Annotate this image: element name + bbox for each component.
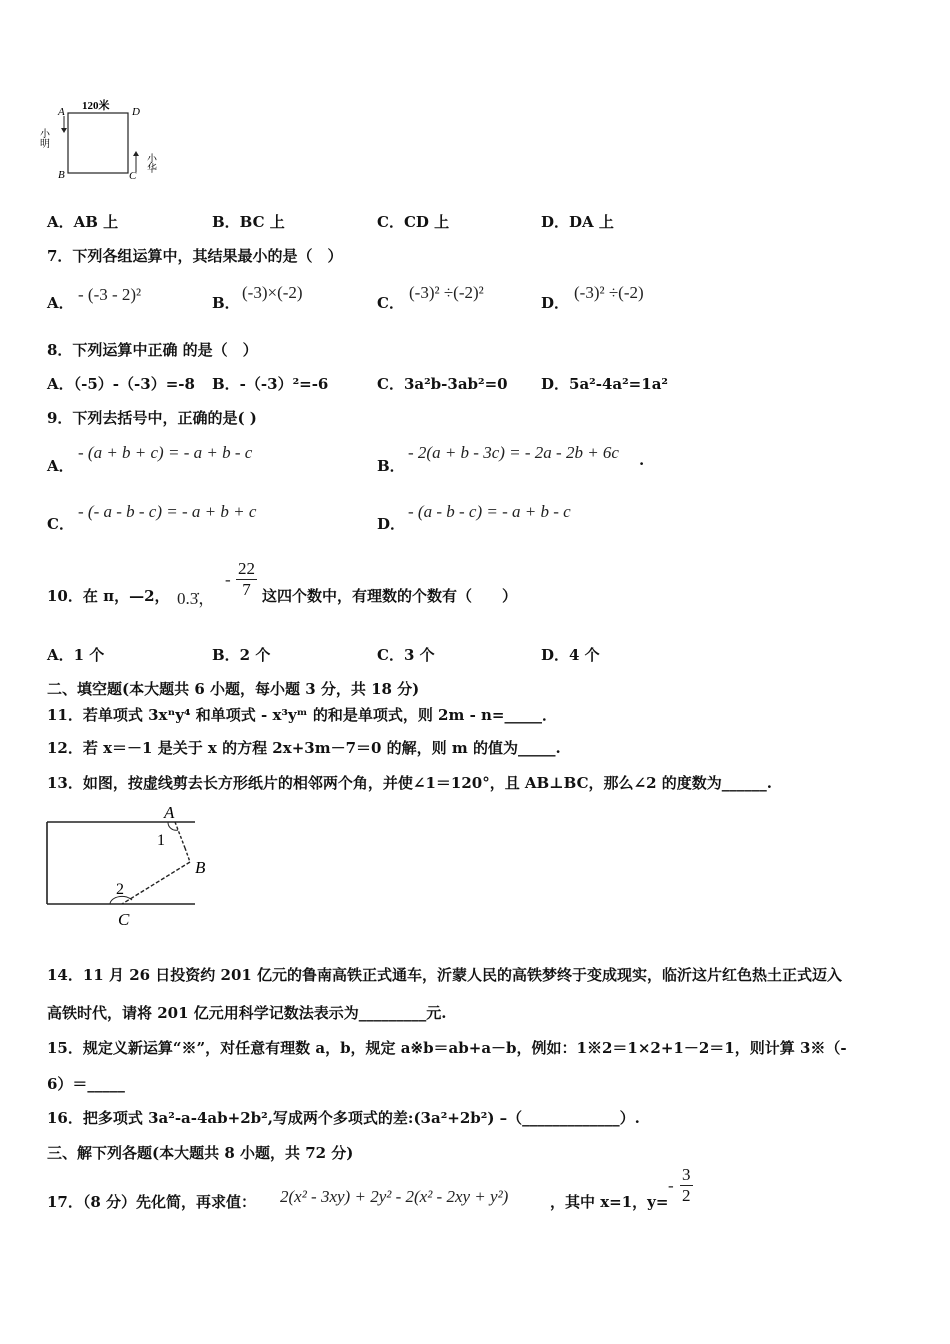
q10-fraction-numerator: 22 (238, 559, 255, 578)
q9-option-a-label[interactable]: A． (47, 457, 74, 475)
q7-option-d-label[interactable]: D． (541, 294, 570, 312)
q7-option-c-expr: (-3)² ÷(-2)² (409, 283, 484, 302)
q17-fraction (680, 1165, 693, 1206)
fig13-label-a: A (164, 803, 175, 822)
q10-fraction-denominator: 7 (242, 580, 251, 599)
q10-option-d[interactable]: D．4 个 (541, 646, 600, 664)
q6-option-d[interactable]: D．DA 上 (541, 213, 614, 231)
q9-option-a-expr: - (a + b + c) = - a + b - c (78, 443, 253, 462)
q15-text-line1: 15．规定义新运算“※”，对任意有理数 a，b，规定 a※b＝ab+a－b，例如：1※2＝1×2+1－2＝1，则计算 3※（- (47, 1039, 847, 1057)
q6-option-b[interactable]: B．BC 上 (212, 213, 285, 231)
q8-stem: 8．下列运算中正确 的是（ ） (47, 341, 258, 359)
q10-option-c[interactable]: C．3 个 (377, 646, 435, 664)
section-2-heading: 二、填空题(本大题共 6 小题，每小题 3 分，共 18 分) (47, 680, 420, 698)
q8-option-b[interactable]: B．-（-3）²=-6 (212, 375, 329, 393)
q14-text-line2: 高铁时代，请将 201 亿元用科学记数法表示为_________元. (47, 1004, 447, 1022)
fig6-label-d: D (132, 106, 140, 118)
fig6-label-b: B (58, 169, 65, 181)
q11-text: 11．若单项式 3xⁿy⁴ 和单项式 - x³yᵐ 的和是单项式，则 2m - n=_____． (47, 706, 557, 724)
q6-option-c[interactable]: C．CD 上 (377, 213, 450, 231)
q8-option-a[interactable]: A．（-5）-（-3）=-8 (47, 375, 195, 393)
q9-stem: 9．下列去括号中，正确的是( ) (47, 409, 257, 427)
q17-expression: 2(x² - 3xy) + 2y² - 2(x² - 2xy + y²) (280, 1187, 509, 1206)
section-3-heading: 三、解下列各题(本大题共 8 小题，共 72 分) (47, 1144, 354, 1162)
fig6-label-a: A (58, 106, 65, 118)
q10-repeating-decimal: 0.3̇， (177, 589, 216, 608)
q12-text: 12．若 x＝－1 是关于 x 的方程 2x+3m－7＝0 的解，则 m 的值为_____. (47, 739, 561, 757)
fig6-label-xiaohua: 小华 (144, 153, 156, 173)
q9-option-c-label[interactable]: C． (47, 515, 74, 533)
q7-option-a-expr: - (-3 - 2)² (78, 285, 142, 304)
q16-text: 16．把多项式 3a²-a-4ab+2b²,写成两个多项式的差:(3a²+2b²) –（_____________）. (47, 1109, 640, 1127)
q8-option-d[interactable]: D．5a²-4a²=1a² (541, 375, 668, 393)
q9-option-b-expr: - 2(a + b - 3c) = - 2a - 2b + 6c (408, 443, 619, 462)
q17-fraction-sign: - (668, 1176, 674, 1195)
q14-text-line1: 14．11 月 26 日投资约 201 亿元的鲁南高铁正式通车，沂蒙人民的高铁梦终于变成现实，临沂这片红色热土正式迈入 (47, 966, 843, 984)
q9-option-c-expr: - (- a - b - c) = - a + b + c (78, 502, 257, 521)
q17-stem-end: ，其中 x=1，y= (550, 1193, 669, 1211)
fig13-label-2: 2 (116, 881, 124, 898)
q10-stem-end: 这四个数中，有理数的个数有（ ） (262, 587, 518, 605)
fig13-label-c: C (118, 910, 130, 929)
q7-option-b-label[interactable]: B． (212, 294, 240, 312)
q10-fraction (236, 559, 257, 600)
fig6-top-label: 120米 (82, 100, 110, 112)
fig6-label-c: C (129, 170, 137, 182)
fig13-label-b: B (195, 858, 206, 877)
q10-stem-start: 10．在 π，—2， (47, 587, 170, 605)
q9-option-d-expr: - (a - b - c) = - a + b - c (408, 502, 571, 521)
q7-option-a-label[interactable]: A． (47, 294, 74, 312)
q7-option-b-expr: (-3)×(-2) (242, 283, 303, 302)
fig13-label-1: 1 (157, 832, 165, 849)
q9-option-d-label[interactable]: D． (377, 515, 406, 533)
q7-stem: 7．下列各组运算中，其结果最小的是（ ） (47, 247, 343, 265)
q9-option-b-label[interactable]: B． (377, 457, 405, 475)
q10-option-a[interactable]: A．1 个 (47, 646, 105, 664)
q7-option-d-expr: (-3)² ÷(-2) (574, 283, 644, 302)
q13-figure (40, 800, 220, 932)
q10-option-b[interactable]: B．2 个 (212, 646, 271, 664)
q17-fraction-denominator: 2 (682, 1186, 691, 1205)
q13-text: 13．如图，按虚线剪去长方形纸片的相邻两个角，并使∠1＝120°，且 AB⊥BC，那么∠2 的度数为______. (47, 774, 772, 792)
q15-text-line2: 6）＝_____ (47, 1075, 125, 1093)
q6-figure (38, 98, 168, 188)
q6-option-a[interactable]: A．AB 上 (47, 213, 119, 231)
q10-fraction-sign: - (225, 570, 231, 589)
q17-stem-start: 17．（8 分）先化简，再求值： (47, 1193, 257, 1211)
q7-option-c-label[interactable]: C． (377, 294, 404, 312)
q9-option-b-period: . (639, 451, 645, 469)
q8-option-c[interactable]: C．3a²b-3ab²=0 (377, 375, 508, 393)
q17-fraction-numerator: 3 (682, 1165, 691, 1184)
fig6-label-xiaoming: 小明 (38, 128, 49, 148)
